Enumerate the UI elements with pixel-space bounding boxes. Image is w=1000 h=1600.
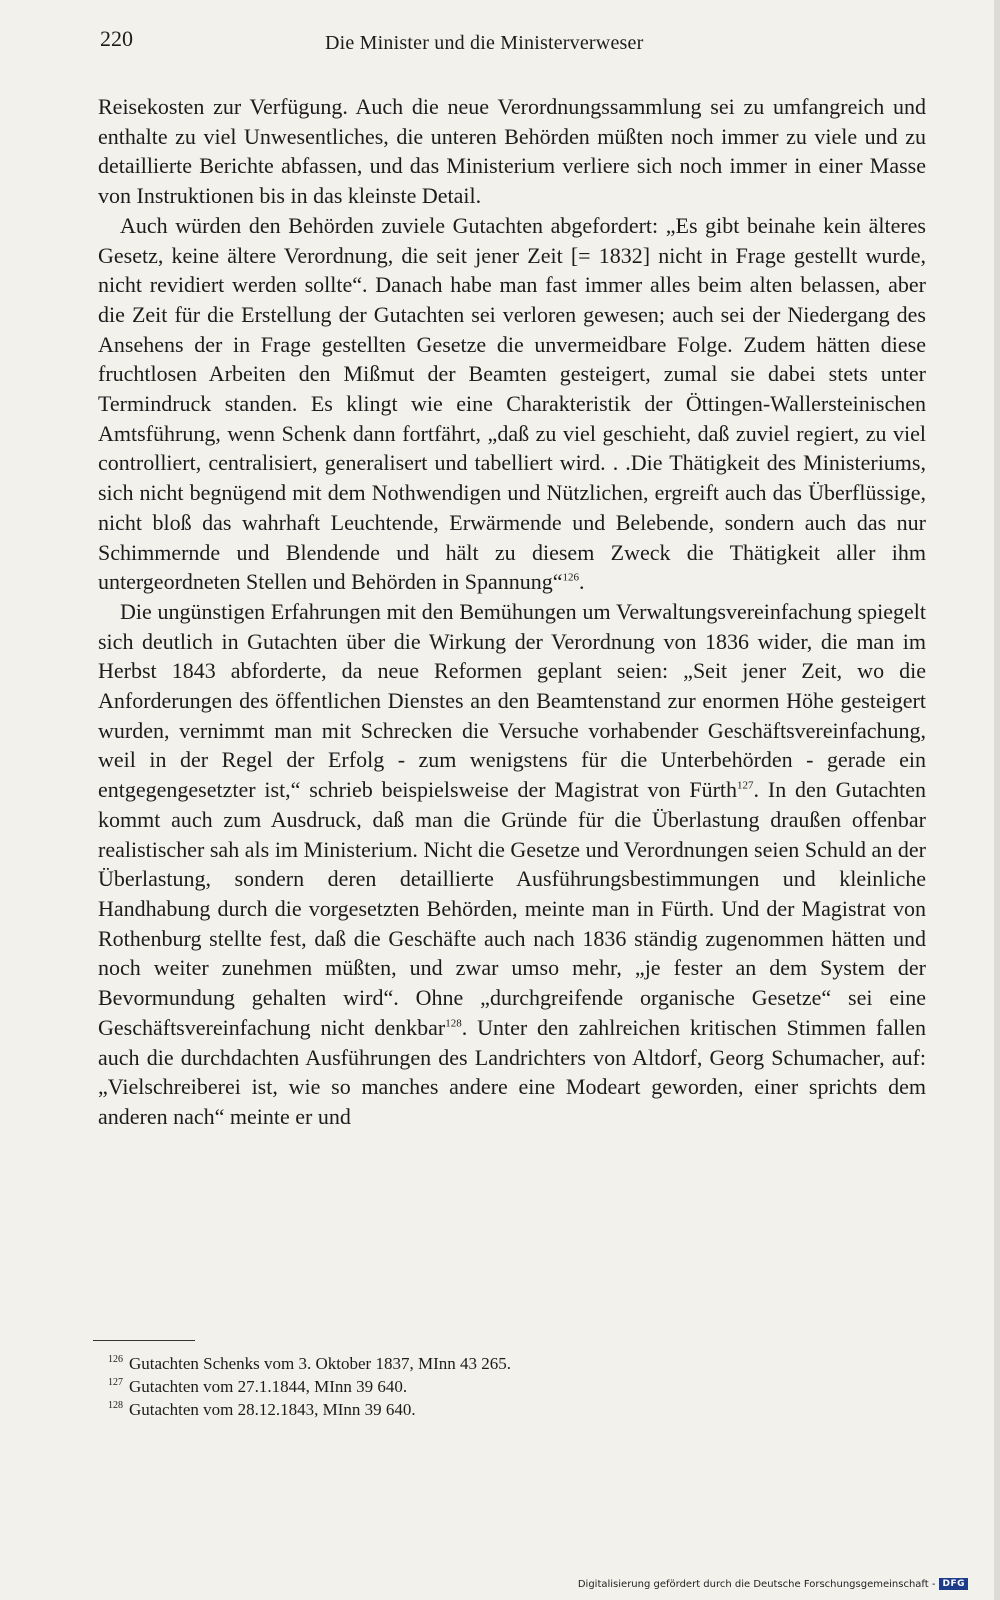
body-text (98, 92, 926, 1132)
running-head: Die Minister und die Ministerverweser (325, 32, 644, 54)
page-edge (994, 0, 1000, 1600)
footnote-126 (108, 1352, 808, 1375)
paragraph-3-text-a: Die ungünstigen Erfahrungen mit den Bemühungen um Verwaltungsvereinfachung spiegelt sich deutlich in Gutachten über die Wirkung der Verordnung von 1836 wider, die man im Herbst 1843 abforderte, da neue Reformen geplant seien: „Seit jener Zeit, wo die Anforderungen des öffentlichen Dienstes an den Beamtenstand zur enormen Höhe gesteigert wurden, vernimmt man mit Schrecken die Versuche vorhabender Geschäftsvereinfachung, weil in der Regel der Erfolg - zum wenigstens für die Unterbehörden - gerade ein entgegengesetzter ist,“ schrieb beispielsweise der Magistrat von Fürth (98, 598, 926, 803)
footnote-ref-126[interactable]: 126 (562, 571, 580, 584)
paragraph-1: Reisekosten zur Verfügung. Auch die neue Verordnungssammlung sei zu umfangreich und enthalte zu viel Unwesentliches, die unteren Behörden müßten noch immer zu viele und zu detaillierte Berichte abfassen, und das Ministerium verliere sich noch immer in einer Masse von Instruktionen bis in das kleinste Detail. (98, 94, 926, 209)
paragraph-3 (98, 597, 926, 1132)
dfg-logo: DFG (939, 1578, 968, 1590)
paragraph-2-text: Auch würden den Behörden zuviele Gutachten abgefordert: „Es gibt beinahe kein älteres Gesetz, keine ältere Verordnung, die seit jener Zeit [= 1832] nicht in Frage gestellt wurde, nicht revidiert werden sollte“. Danach habe man fast immer alles beim alten belassen, aber die Zeit für die Erstellung der Gutachten sei verloren gewesen; auch sei der Niedergang des Ansehens der in Frage gestellten Gesetze die unvermeidbare Folge. Zudem hätten diese fruchtlosen Arbeiten den Mißmut der Beamten gesteigert, zumal sie dabei stets unter Termindruck standen. Es klingt wie eine Charakteristik der Öttingen-Wallersteinischen Amtsführung, wenn Schenk dann fortfährt, „daß zu viel geschieht, daß zuviel regiert, zu viel controlliert, centralisiert, generalisert und tabelliert wird. . .Die Thätigkeit des Ministeriums, sich nicht begnügend mit dem Nothwendigen und Nützlichen, ergreift auch das Überflüssige, nicht bloß das wahrhaft Leuchtende, Erwärmende und Belebende, sondern auch das nur Schimmernde und Blendende und hält zu diesem Zweck die Thätigkeit aller ihm untergeordneten Stellen und Behörden in Spannung“ (98, 212, 926, 595)
footnote-text: Gutachten vom 27.1.1844, MInn 39 640. (129, 1377, 408, 1396)
footnote-128 (108, 1398, 808, 1421)
page-header (100, 26, 920, 66)
digitization-credit (578, 1578, 968, 1590)
paragraph-2-end: . (579, 569, 585, 595)
footnote-text: Gutachten Schenks vom 3. Oktober 1837, MInn 43 265. (129, 1354, 511, 1373)
credit-text: Digitalisierung gefördert durch die Deutsche Forschungsgemeinschaft - (577, 1578, 936, 1590)
paragraph-2 (98, 211, 926, 597)
footnote-number: 128 (108, 1400, 123, 1412)
footnote-rule (93, 1340, 195, 1341)
page-number: 220 (100, 26, 133, 51)
paragraph-3-text-c: . Unter den zahlreichen kritischen Stimmen fallen auch die durchdachten Ausführungen des Landrichters von Altdorf, Georg Schumacher, auf: „Vielschreiberei ist, wie so manches andere eine Modeart geworden, einer sprichts dem anderen nach“ meinte er und (98, 1014, 926, 1129)
footnote-number: 126 (108, 1354, 123, 1366)
footnotes (108, 1352, 808, 1421)
footnote-text: Gutachten vom 28.12.1843, MInn 39 640. (129, 1400, 416, 1419)
paragraph-3-text-b: . In den Gutachten kommt auch zum Ausdruck, daß man die Gründe für die Überlastung draußen offenbar realistischer sah als im Ministerium. Nicht die Gesetze und Verordnungen seien Schuld an der Überlastung, sondern deren detaillierte Ausführungsbestimmungen und kleinliche Handhabung durch die vorgesetzten Behörden, meinte man in Fürth. Und der Magistrat von Rothenburg stellte fest, daß die Geschäfte auch nach 1836 ständig zugenommen hätten und noch weiter zunehmen müßten, und zwar umso mehr, „je fester an dem System der Bevormundung gehalten wird“. Ohne „durchgreifende organische Gesetze“ sei eine Geschäftsvereinfachung nicht denkbar (98, 777, 926, 1040)
footnote-number: 127 (108, 1377, 123, 1389)
footnote-ref-128[interactable]: 128 (445, 1017, 462, 1030)
footnote-ref-127[interactable]: 127 (737, 779, 754, 792)
footnote-127 (108, 1375, 808, 1398)
